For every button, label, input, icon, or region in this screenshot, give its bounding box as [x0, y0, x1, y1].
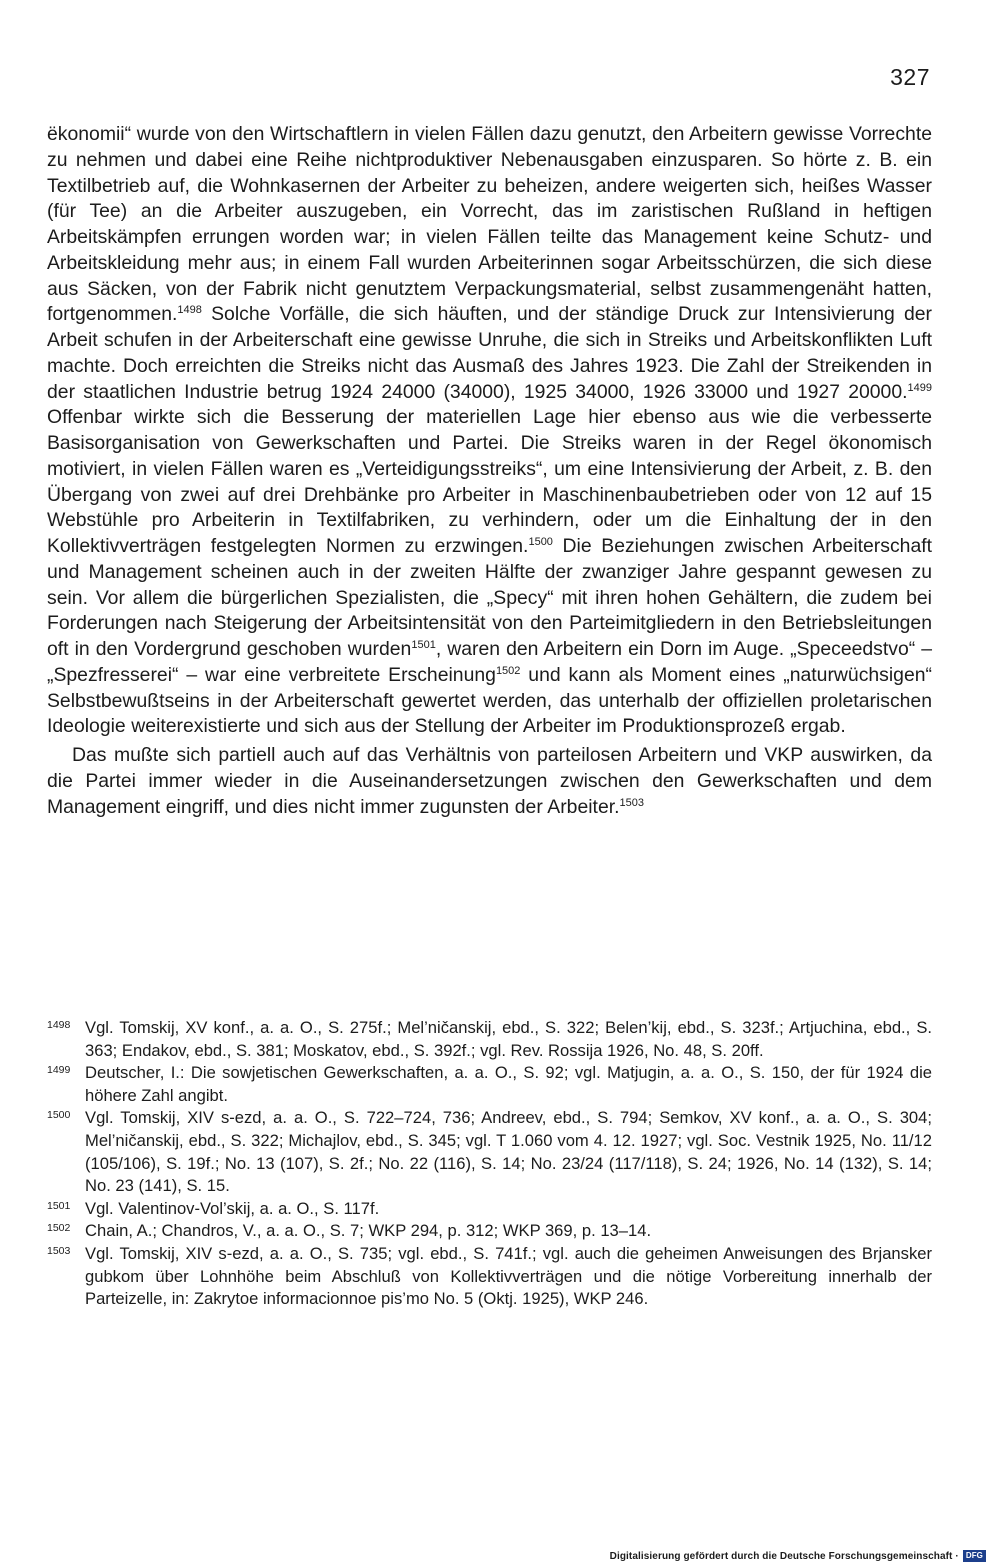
footnote-text: Vgl. Tomskij, XIV s-ezd, a. a. O., S. 735; vgl. ebd., S. 741f.; vgl. auch die geheimen Anweisungen des Brjansker gubkom über Lohnhöhe beim Abschluß von Kollektivverträgen und die nötige Vorbereitung innerhalb der Parteizelle, in: Zakrytoe informacionnoe pis’mo No. 5 (Oktj. 1925), WKP 246.	[85, 1243, 932, 1309]
footnote-number: 1502	[47, 1222, 71, 1235]
footnote-text: Vgl. Tomskij, XV konf., a. a. O., S. 275f.; Mel’ničanskij, ebd., S. 322; Belen’kij, ebd., S. 323f.; Artjuchina, ebd., S. 363; Endakov, ebd., S. 381; Moskatov, ebd., S. 392f.; vgl. Rev. Rossija 1926, No. 48, S. 20ff.	[85, 1018, 932, 1060]
footnote	[47, 1062, 932, 1107]
footnote-text: Deutscher, I.: Die sowjetischen Gewerkschaften, a. a. O., S. 92; vgl. Matjugin, a. a. O., S. 150, der für 1924 die höhere Zahl angibt.	[85, 1063, 932, 1105]
footnote	[47, 1198, 932, 1221]
footnote-ref-1502[interactable]: 1502	[495, 664, 521, 677]
footnote-text: Vgl. Valentinov-Vol’skij, a. a. O., S. 117f.	[85, 1198, 380, 1218]
text-segment: und kann als Moment eines „naturwüchsigen“ Selbstbewußtseins in der Arbeiterschaft gewertet werden, das unterhalb der offiziellen proletarischen Ideologie weiterexistierte und sich aus der Stellung der Arbeiter im Produktionsprozeß ergab.	[47, 663, 932, 738]
footnote-text: Chain, A.; Chandros, V., a. a. O., S. 7; WKP 294, p. 312; WKP 369, p. 13–14.	[85, 1221, 652, 1241]
footnote-ref-1498[interactable]: 1498	[177, 304, 202, 317]
footnote-ref-1501[interactable]: 1501	[411, 638, 436, 651]
text-segment: Solche Vorfälle, die sich häuften, und der ständige Druck zur Intensivierung der Arbeit schufen in der Arbeiterschaft eine gewisse Unruhe, die sich in Streiks und Arbeitskonflikten Luft machte. Doch erreichten die Streiks nicht das Ausmaß des Jahres 1923. Die Zahl der Streikenden in der staatlichen Industrie betrug 1924 24000 (34000), 1925 34000, 1926 33000 und 1927 20000.	[47, 303, 932, 403]
footnote-number: 1500	[47, 1109, 71, 1122]
footnote-number: 1499	[47, 1064, 71, 1077]
footnote	[47, 1107, 932, 1197]
footnote	[47, 1017, 932, 1062]
text-segment: Offenbar wirkte sich die Besserung der materiellen Lage hier ebenso aus wie die verbesserte Basisorganisation von Gewerkschaften und Partei. Die Streiks waren in der Regel ökonomisch motiviert, in vielen Fällen waren es „Verteidigungsstreiks“, um eine Intensivierung der Arbeit, z. B. den Übergang von zwei auf drei Drehbänke pro Arbeiter in Maschinenbaubetrieben oder von 12 auf 15 Webstühle pro Arbeiterin in Textilfabriken, zu verhindern, oder um die Einhaltung der in den Kollektivverträgen festgelegten Normen zu erzwingen.	[47, 406, 932, 557]
credit-text: Digitalisierung gefördert durch die Deutsche Forschungsgemeinschaft ·	[609, 1550, 959, 1562]
text-segment: Das mußte sich partiell auch auf das Verhältnis von parteilosen Arbeitern und VKP auswirken, da die Partei immer wieder in die Auseinandersetzungen zwischen den Gewerkschaften und dem Management eingriff, und dies nicht immer zugunsten der Arbeiter.	[47, 744, 932, 818]
text-segment: , waren den Arbeitern ein Dorn im Auge. „Speceedstvo“ – „Spezfresserei“ – war eine verbreitete Erscheinung	[47, 638, 933, 686]
dfg-logo-icon: DFG	[963, 1550, 986, 1562]
footnote-number: 1501	[47, 1199, 71, 1212]
footnote-ref-1499[interactable]: 1499	[907, 381, 932, 394]
text-segment: ëkonomii“ wurde von den Wirtschaftlern in vielen Fällen dazu genutzt, den Arbeitern gewisse Vorrechte zu nehmen und dabei eine Reihe nichtproduktiver Nebenausgaben einzusparen. So hörte z. B. ein Textilbetrieb auf, die Wohnkasernen der Arbeiter zu beheizen, andere weigerten sich, heißes Wasser (für Tee) an die Arbeiter auszugeben, ein Vorrecht, das im zaristischen Rußland in heftigen Arbeitskämpfen errungen worden war; in vielen Fällen teilte das Management keine Schutz- und Arbeitskleidung mehr aus; in einem Fall wurden Arbeiterinnen sogar Arbeitsschürzen, die sich diese aus Säcken, von der Fabrik nicht genutztem Verpackungsmaterial, selbst zusammengenäht hatten, fortgenommen.	[47, 123, 932, 326]
paragraph	[47, 743, 932, 820]
body-text	[47, 122, 932, 820]
paragraph	[47, 122, 932, 740]
footnote	[47, 1220, 932, 1243]
footnote	[47, 1243, 932, 1311]
footnote-number: 1498	[47, 1019, 71, 1031]
footnote-text: Vgl. Tomskij, XIV s-ezd, a. a. O., S. 722–724, 736; Andreev, ebd., S. 794; Semkov, XV konf., a. a. O., S. 304; Mel’ničanskij, ebd., S. 322; Michajlov, ebd., S. 345; vgl. T 1.060 vom 4. 12. 1927; vgl. Soc. Vestnik 1925, No. 11/12 (105/106), S. 19f.; No. 13 (107), S. 2f.; No. 22 (116), S. 14; No. 23/24 (117/118), S. 24; 1926, No. 14 (132), S. 14; No. 23 (141), S. 15.	[85, 1108, 932, 1196]
footnote-number: 1503	[47, 1244, 71, 1257]
page-number: 327	[890, 64, 930, 90]
digitization-credit	[610, 1550, 986, 1562]
footnote-ref-1503[interactable]: 1503	[619, 796, 644, 809]
footnotes	[47, 1017, 932, 1311]
footnote-ref-1500[interactable]: 1500	[528, 535, 553, 548]
text-segment: Die Beziehungen zwischen Arbeiterschaft und Management scheinen auch in der zweiten Hälfte der zwanziger Jahre gespannt gewesen zu sein. Vor allem die bürgerlichen Spezialisten, die „Specy“ mit ihren hohen Gehältern, die zudem bei Forderungen nach Steigerung der Arbeitsintensität von den Parteimitgliedern in den Betriebsleitungen oft in den Vordergrund geschoben wurden	[47, 535, 933, 660]
